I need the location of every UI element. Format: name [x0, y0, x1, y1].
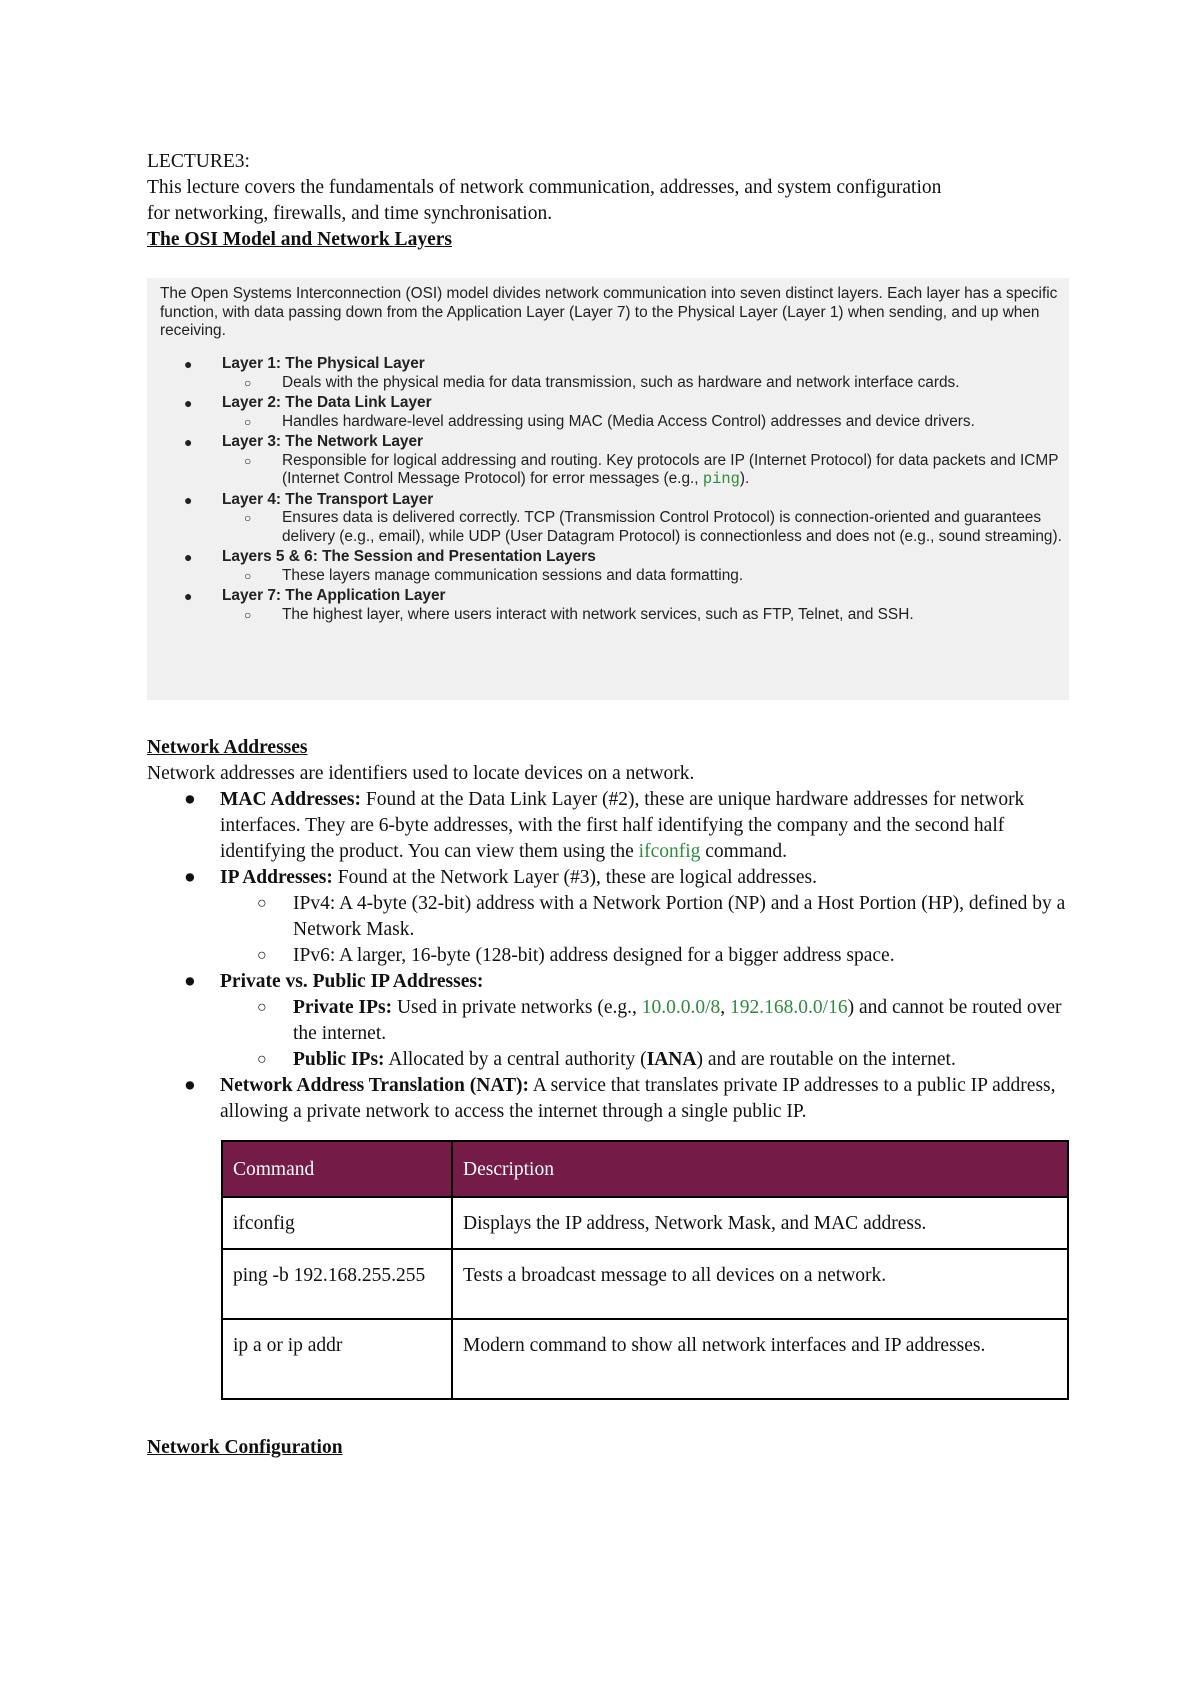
network-addresses-section: [147, 735, 1067, 1125]
osi-layer-list: [147, 355, 1069, 626]
sub-bullet-icon: ○: [244, 607, 252, 622]
private-label: Private IPs:: [293, 997, 393, 1018]
layer-desc-end: ).: [739, 470, 750, 487]
bullet-icon: ●: [184, 588, 193, 604]
mac-text-end: command.: [700, 841, 788, 862]
lecture-title: LECTURE3:: [147, 151, 250, 172]
sub-bullet-icon: ○: [257, 895, 267, 912]
sub-bullet-icon: ○: [244, 453, 252, 468]
command-table: [221, 1140, 1069, 1400]
sub-bullet-icon: ○: [257, 999, 267, 1016]
bullet-icon: ●: [184, 356, 193, 372]
list-item-nat: [147, 1073, 1067, 1125]
table-header-row: [222, 1141, 1068, 1197]
layer-title: Layer 4: The Transport Layer: [222, 490, 434, 508]
osi-layer-1: [147, 355, 1069, 392]
osi-layer-5-6: [147, 548, 1069, 585]
private-text: Used in private networks (e.g.,: [392, 997, 642, 1018]
sub-bullet-icon: ○: [244, 511, 252, 525]
layer-desc: Handles hardware-level addressing using MAC (Media Access Control) addresses and device drivers.: [282, 412, 975, 430]
nat-label: Network Address Translation (NAT):: [220, 1075, 529, 1096]
bullet-icon: ●: [184, 491, 193, 508]
layer-desc: The highest layer, where users interact with network services, such as FTP, Telnet, and SSH.: [282, 605, 914, 623]
addresses-list: [147, 787, 1067, 1125]
table-row: [222, 1319, 1068, 1399]
command-cell: ifconfig: [222, 1197, 452, 1249]
list-item-private-public: [147, 969, 1067, 1073]
header-description: Description: [452, 1141, 1068, 1197]
sub-bullet-icon: ○: [244, 568, 252, 583]
public-label: Public IPs:: [293, 1049, 385, 1070]
ipv4-text: IPv4: A 4-byte (32-bit) address with a Network Portion (NP) and a Host Portion (HP), defined by a Network Mask.: [293, 893, 1066, 940]
layer-desc: Responsible for logical addressing and routing. Key protocols are IP (Internet Protocol) for data packets and ICMP (Internet Control Message Protocol) for error messages (e.g.,: [282, 451, 1059, 487]
config-heading: Network Configuration: [147, 1437, 343, 1458]
table-row: [222, 1197, 1068, 1249]
bullet-icon: ●: [184, 434, 193, 450]
list-item-ipv6: [220, 943, 1067, 969]
layer-title: Layer 3: The Network Layer: [222, 433, 424, 450]
intro-line-1: This lecture covers the fundamentals of network communication, addresses, and system configuration: [147, 177, 942, 198]
sub-bullet-icon: ○: [257, 1051, 267, 1068]
layer-title: Layer 7: The Application Layer: [222, 587, 446, 604]
osi-heading: The OSI Model and Network Layers: [147, 229, 452, 250]
bullet-icon: ●: [184, 789, 196, 810]
osi-layer-4: [147, 491, 1069, 547]
sub-bullet-icon: ○: [244, 414, 252, 429]
nat-text: A service that translates private IP addresses to a public IP address, allowing a private network to access the internet through a single public IP.: [220, 1075, 1056, 1122]
private-net-1: 10.0.0.0/8: [641, 997, 721, 1018]
ip-label: IP Addresses:: [220, 867, 333, 888]
list-item-public: [220, 1047, 1067, 1073]
command-cell: ip a or ip addr: [222, 1319, 452, 1399]
layer-title: Layers 5 & 6: The Session and Presentation Layers: [222, 548, 596, 565]
ifconfig-command: ifconfig: [638, 841, 701, 862]
priv-pub-sublist: [220, 995, 1067, 1073]
layer-desc: Deals with the physical media for data transmission, such as hardware and network interface cards.: [282, 373, 960, 391]
mac-label: MAC Addresses:: [220, 789, 362, 810]
ipv6-text: IPv6: A larger, 16-byte (128-bit) address designed for a bigger address space.: [293, 945, 895, 966]
list-item-ipv4: [220, 891, 1067, 943]
osi-model-image: [147, 278, 1069, 700]
osi-layer-2: [147, 394, 1069, 431]
bullet-icon: ●: [184, 867, 196, 888]
header-command: Command: [222, 1141, 452, 1197]
ip-sublist: [220, 891, 1067, 969]
layer-title: Layer 1: The Physical Layer: [222, 355, 425, 372]
list-item-ip: [147, 865, 1067, 969]
command-cell: ping -b 192.168.255.255: [222, 1249, 452, 1319]
addresses-heading: Network Addresses: [147, 737, 308, 758]
network-configuration-section: [147, 1435, 343, 1461]
description-cell: Modern command to show all network interfaces and IP addresses.: [452, 1319, 1068, 1399]
list-item-mac: [147, 787, 1067, 865]
private-net-2: 192.168.0.0/16: [730, 997, 848, 1018]
priv-pub-label: Private vs. Public IP Addresses:: [220, 971, 484, 992]
osi-layer-7: [147, 587, 1069, 624]
bullet-icon: ●: [184, 1075, 196, 1096]
sub-bullet-icon: ○: [244, 375, 252, 390]
table-row: [222, 1249, 1068, 1319]
mac-text: Found at the Data Link Layer (#2), these are unique hardware addresses for network interfaces. They are 6-byte addresses, with the first half identifying the company and the second half identifying the product. You can view them using the: [220, 789, 1025, 862]
description-cell: Displays the IP address, Network Mask, and MAC address.: [452, 1197, 1068, 1249]
bullet-icon: ●: [184, 971, 196, 992]
addresses-intro: Network addresses are identifiers used to locate devices on a network.: [147, 763, 695, 784]
lecture-header: [147, 149, 1067, 253]
osi-intro-text: The Open Systems Interconnection (OSI) model divides network communication into seven distinct layers. Each layer has a specific function, with data passing down from the Application Layer (Layer 7) to the Physical Layer (Layer 1) when sending, and up when receiving.: [160, 285, 1058, 339]
list-item-private: [220, 995, 1067, 1047]
description-cell: Tests a broadcast message to all devices on a network.: [452, 1249, 1068, 1319]
intro-line-2: for networking, firewalls, and time synchronisation.: [147, 203, 553, 224]
ip-text: Found at the Network Layer (#3), these are logical addresses.: [332, 867, 817, 888]
public-text-end: ) and are routable on the internet.: [696, 1049, 956, 1070]
iana-text: IANA: [646, 1049, 697, 1070]
layer-desc: Ensures data is delivered correctly. TCP (Transmission Control Protocol) is connection-oriented and guarantees delivery (e.g., email), while UDP (User Datagram Protocol) is connectionless and does not (e.g., sound streaming).: [282, 509, 1062, 545]
private-sep: ,: [720, 997, 731, 1018]
ping-code: ping: [702, 470, 740, 488]
osi-layer-3: [147, 433, 1069, 489]
bullet-icon: ●: [184, 395, 193, 411]
layer-title: Layer 2: The Data Link Layer: [222, 394, 432, 411]
layer-desc: These layers manage communication sessions and data formatting.: [282, 566, 744, 584]
private-text-end: ) and cannot be routed over the internet.: [293, 997, 1062, 1044]
sub-bullet-icon: ○: [257, 947, 267, 964]
public-text: Allocated by a central authority (: [384, 1049, 647, 1070]
bullet-icon: ●: [184, 549, 193, 565]
